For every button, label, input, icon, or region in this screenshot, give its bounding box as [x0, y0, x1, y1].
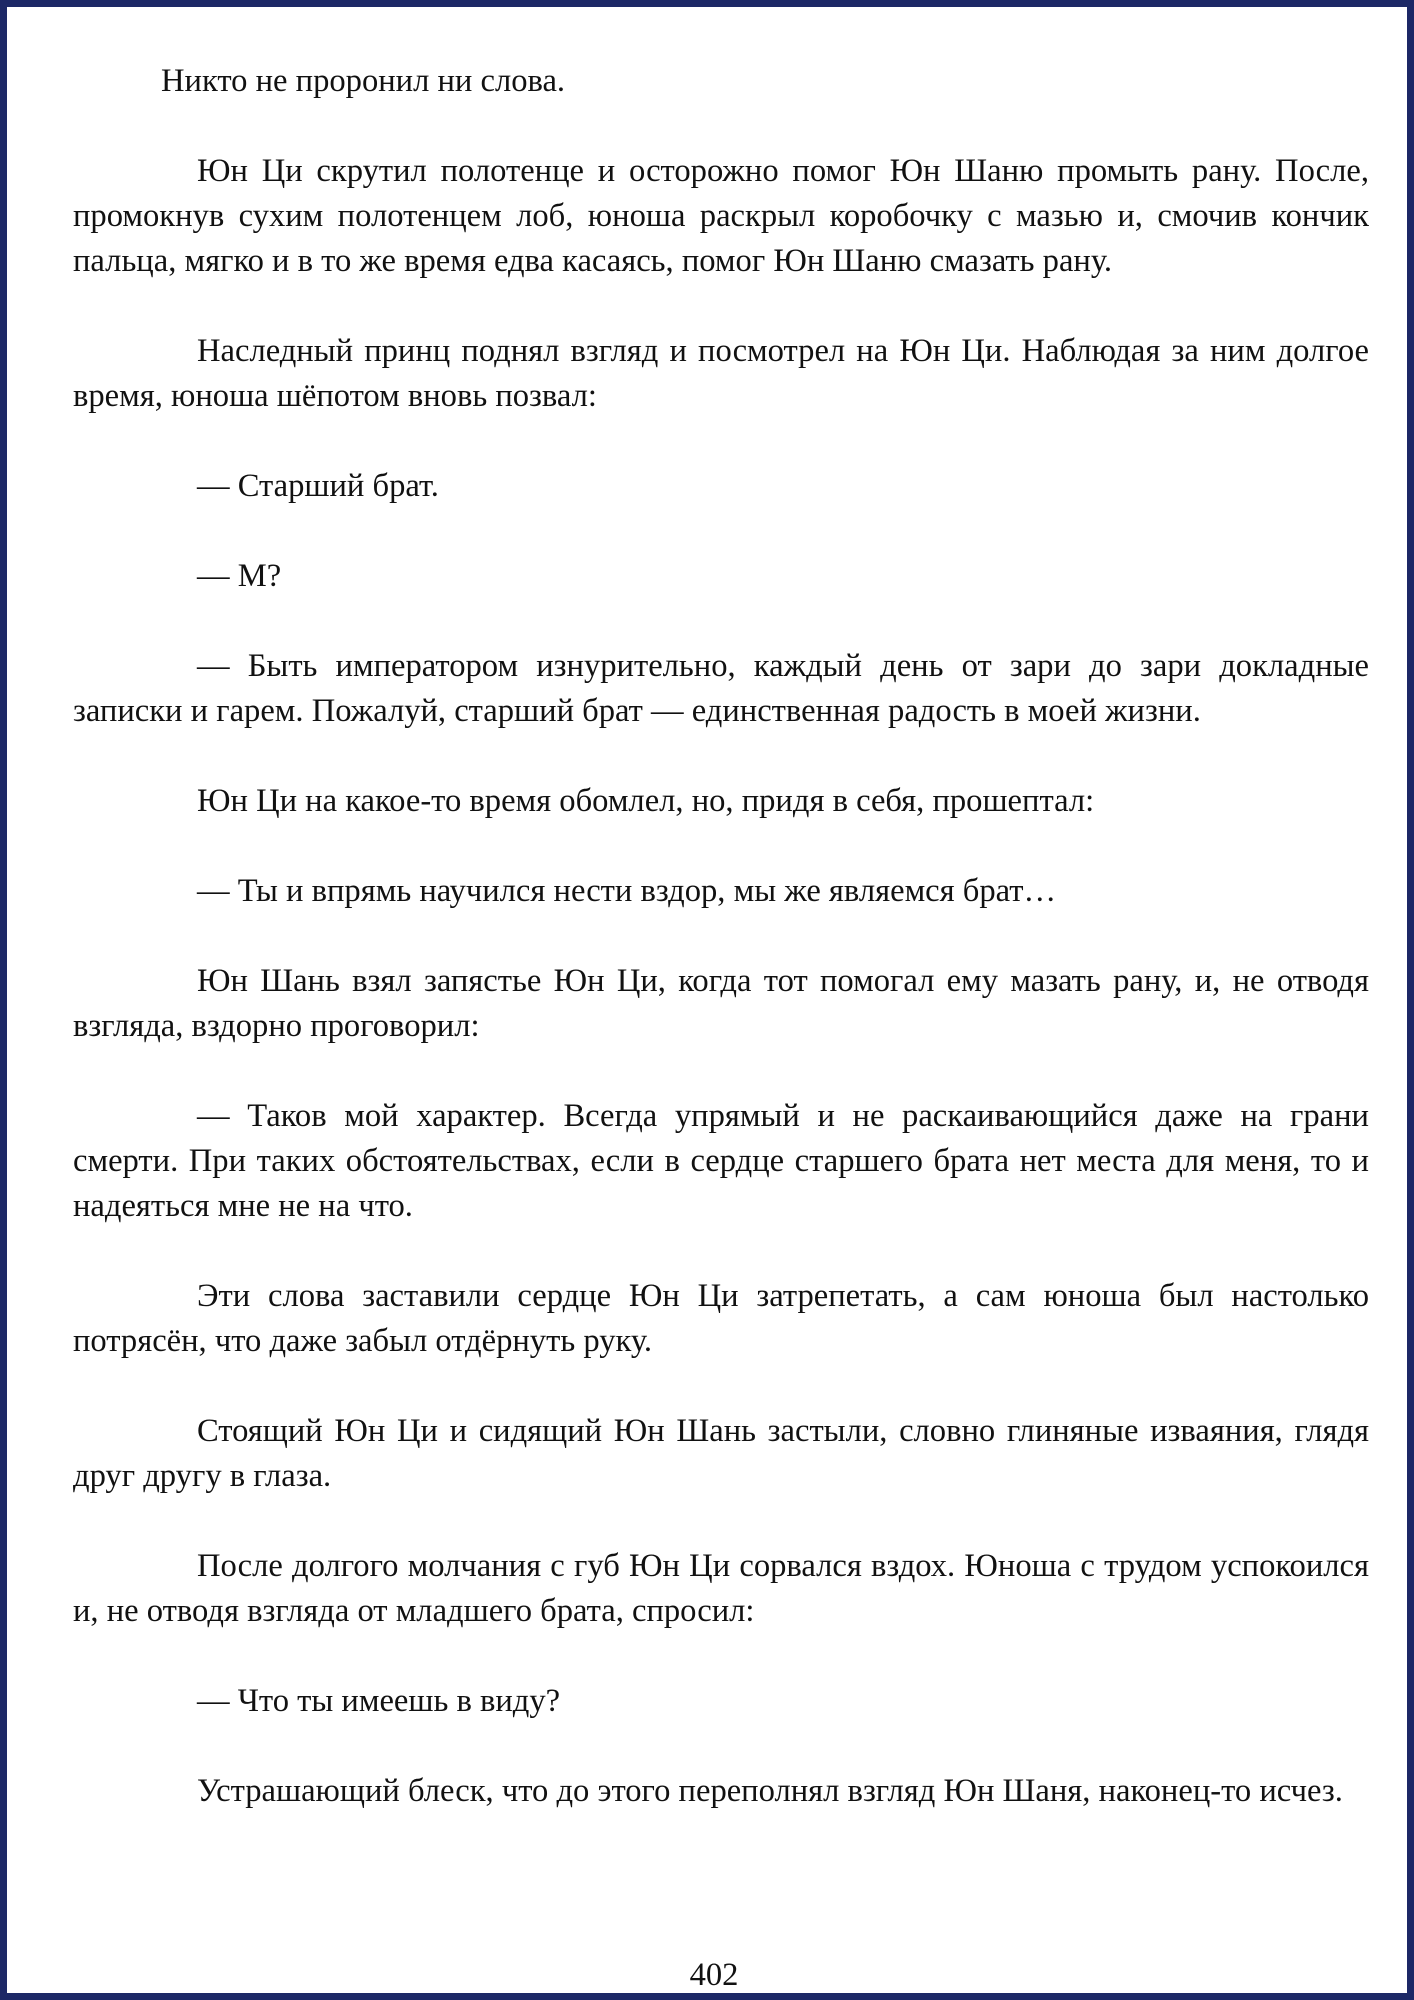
paragraph: — Что ты имеешь в виду?	[197, 1683, 561, 1719]
paragraph: После долгого молчания с губ Юн Ци сорвался вздох. Юноша с трудом успокоился и, не отводя взгляда от младшего брата, спросил:	[73, 1548, 1369, 1629]
paragraph: Юн Ци скрутил полотенце и осторожно помог Юн Шаню промыть рану. После, промокнув сухим полотенцем лоб, юноша раскрыл коробочку с мазью и, смочив кончик пальца, мягко и в то же время едва касаясь, помог Юн Шаню смазать рану.	[73, 153, 1369, 279]
page-text	[73, 59, 1369, 1814]
paragraph: — Ты и впрямь научился нести вздор, мы же являемся брат…	[197, 873, 1057, 909]
paragraph: Юн Шань взял запястье Юн Ци, когда тот помогал ему мазать рану, и, не отводя взгляда, вздорно проговорил:	[73, 963, 1369, 1044]
paragraph: Стоящий Юн Ци и сидящий Юн Шань застыли, словно глиняные изваяния, глядя друг другу в глаза.	[73, 1413, 1369, 1494]
paragraph: Устрашающий блеск, что до этого переполнял взгляд Юн Шаня, наконец-то исчез.	[197, 1773, 1343, 1809]
paragraph: — Старший брат.	[197, 468, 439, 504]
paragraph: Никто не проронил ни слова.	[161, 63, 566, 99]
paragraph: Юн Ци на какое-то время обомлел, но, придя в себя, прошептал:	[197, 783, 1095, 819]
page-number: 402	[689, 1957, 739, 1993]
paragraph: — Таков мой характер. Всегда упрямый и не раскаивающийся даже на грани смерти. При таких обстоятельствах, если в сердце старшего брата нет места для меня, то и надеяться мне не на что.	[73, 1098, 1369, 1224]
paragraph: Наследный принц поднял взгляд и посмотрел на Юн Ци. Наблюдая за ним долгое время, юноша шёпотом вновь позвал:	[73, 333, 1369, 414]
paragraph: Эти слова заставили сердце Юн Ци затрепетать, а сам юноша был настолько потрясён, что даже забыл отдёрнуть руку.	[73, 1278, 1369, 1359]
paragraph: — Быть императором изнурительно, каждый день от зари до зари докладные записки и гарем. Пожалуй, старший брат — единственная радость в моей жизни.	[73, 648, 1369, 729]
paragraph: — М?	[197, 558, 282, 594]
